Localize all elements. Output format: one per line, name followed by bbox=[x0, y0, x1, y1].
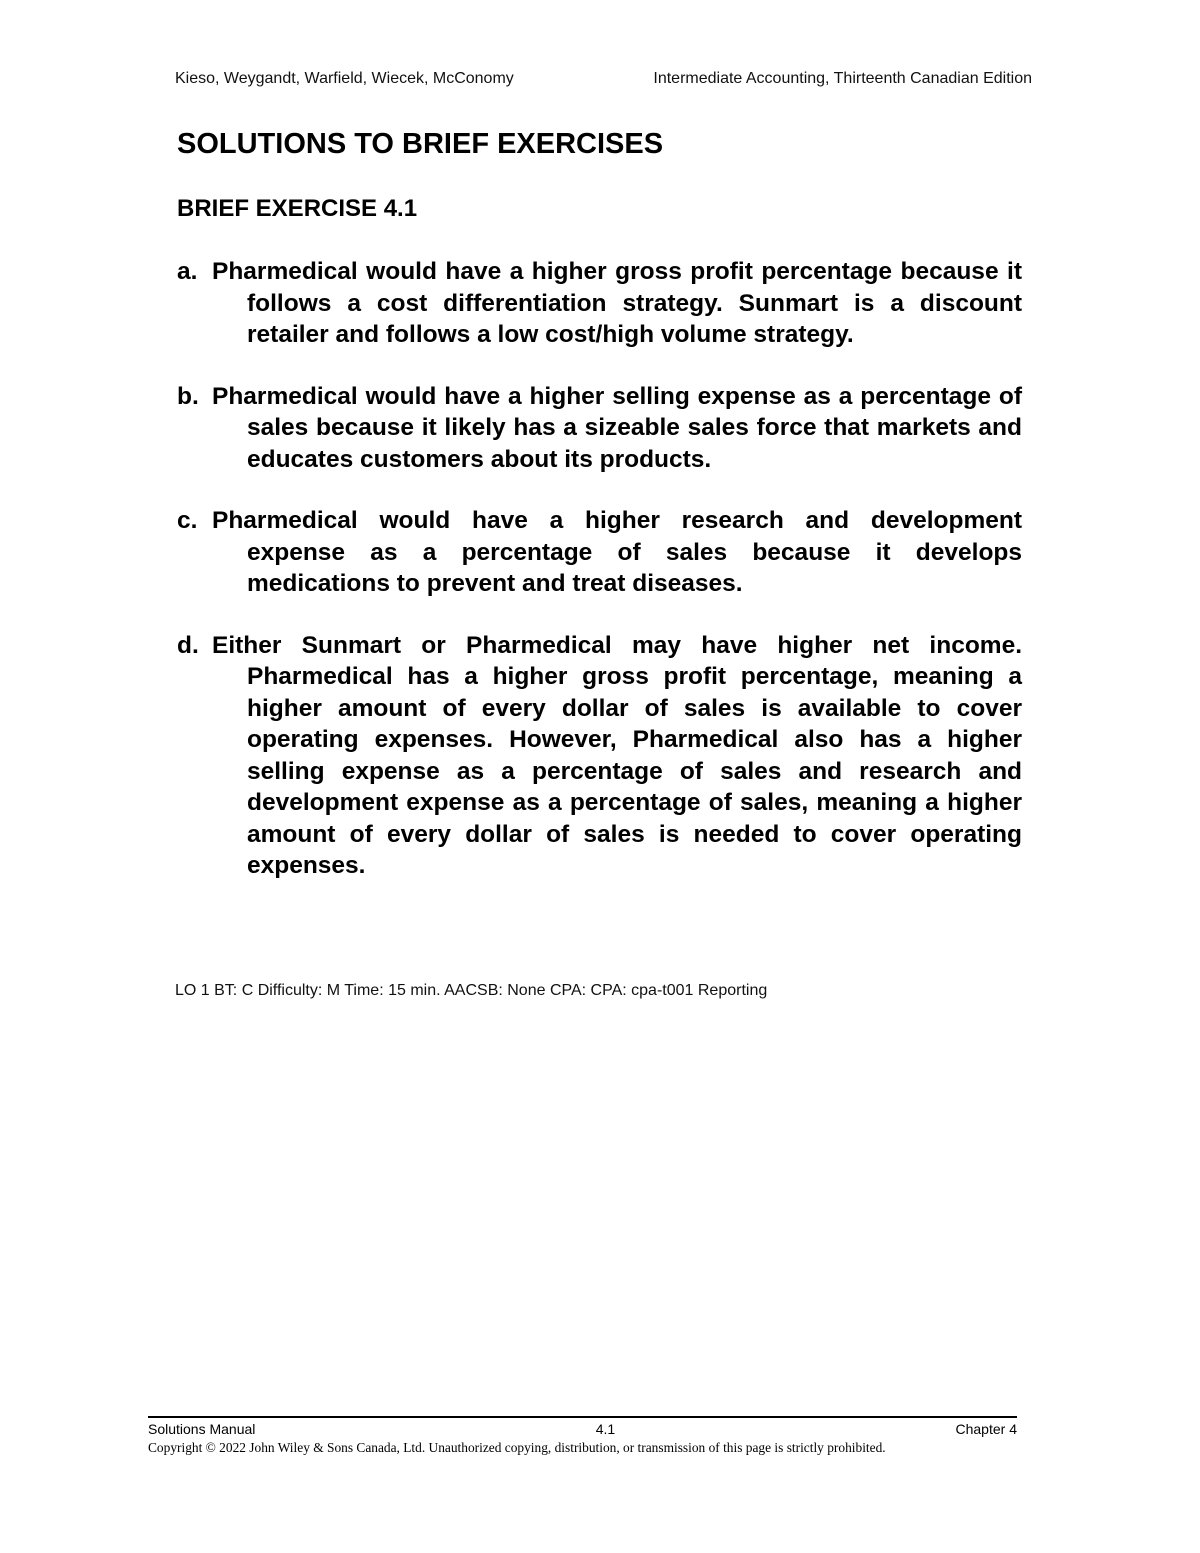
footer-chapter: Chapter 4 bbox=[955, 1421, 1017, 1437]
page-footer bbox=[148, 1421, 1017, 1437]
answer-list bbox=[177, 256, 1022, 912]
header-book-title: Intermediate Accounting, Thirteenth Canadian Edition bbox=[653, 70, 1032, 87]
answer-text: Pharmedical would have a higher selling expense as a percentage of sales because it likely has a sizeable sales force that markets and educates customers about its products. bbox=[212, 382, 1022, 473]
answer-text: Pharmedical would have a higher research and development expense as a percentage of sales because it develops medications to prevent and treat diseases. bbox=[212, 507, 1022, 597]
answer-text: Either Sunmart or Pharmedical may have higher net income. Pharmedical has a higher gross profit percentage, meaning a higher amount of every dollar of sales is available to cover operating expenses. However, Pharmedical also has a higher selling expense as a percentage of sales and research and development expense as a percentage of sales, meaning a higher amount of every dollar of sales is needed to cover operating expenses. bbox=[212, 631, 1022, 879]
header-authors: Kieso, Weygandt, Warfield, Wiecek, McConomy bbox=[175, 70, 514, 87]
answer-letter: a. bbox=[177, 258, 198, 285]
page-title: SOLUTIONS TO BRIEF EXERCISES bbox=[177, 128, 664, 160]
footer-divider bbox=[148, 1416, 1017, 1418]
answer-item-b bbox=[177, 381, 1022, 476]
footer-manual-label: Solutions Manual bbox=[148, 1421, 256, 1437]
answer-letter: c. bbox=[177, 507, 198, 534]
answer-item-c bbox=[177, 505, 1022, 600]
answer-item-a bbox=[177, 256, 1022, 351]
learning-objective-meta: LO 1 BT: C Difficulty: M Time: 15 min. AACSB: None CPA: CPA: cpa-t001 Reporting bbox=[175, 982, 768, 999]
exercise-heading: BRIEF EXERCISE 4.1 bbox=[177, 195, 418, 222]
answer-text: Pharmedical would have a higher gross profit percentage because it follows a cost differentiation strategy. Sunmart is a discount retailer and follows a low cost/high volume strategy. bbox=[212, 258, 1022, 348]
answer-item-d bbox=[177, 630, 1022, 882]
copyright-notice: Copyright © 2022 John Wiley & Sons Canada, Ltd. Unauthorized copying, distribution, or transmission of this page is strictly prohibited. bbox=[148, 1440, 886, 1455]
footer-page-number: 4.1 bbox=[595, 1421, 616, 1437]
answer-letter: d. bbox=[177, 631, 199, 659]
answer-letter: b. bbox=[177, 382, 199, 410]
page-header bbox=[175, 70, 1032, 90]
